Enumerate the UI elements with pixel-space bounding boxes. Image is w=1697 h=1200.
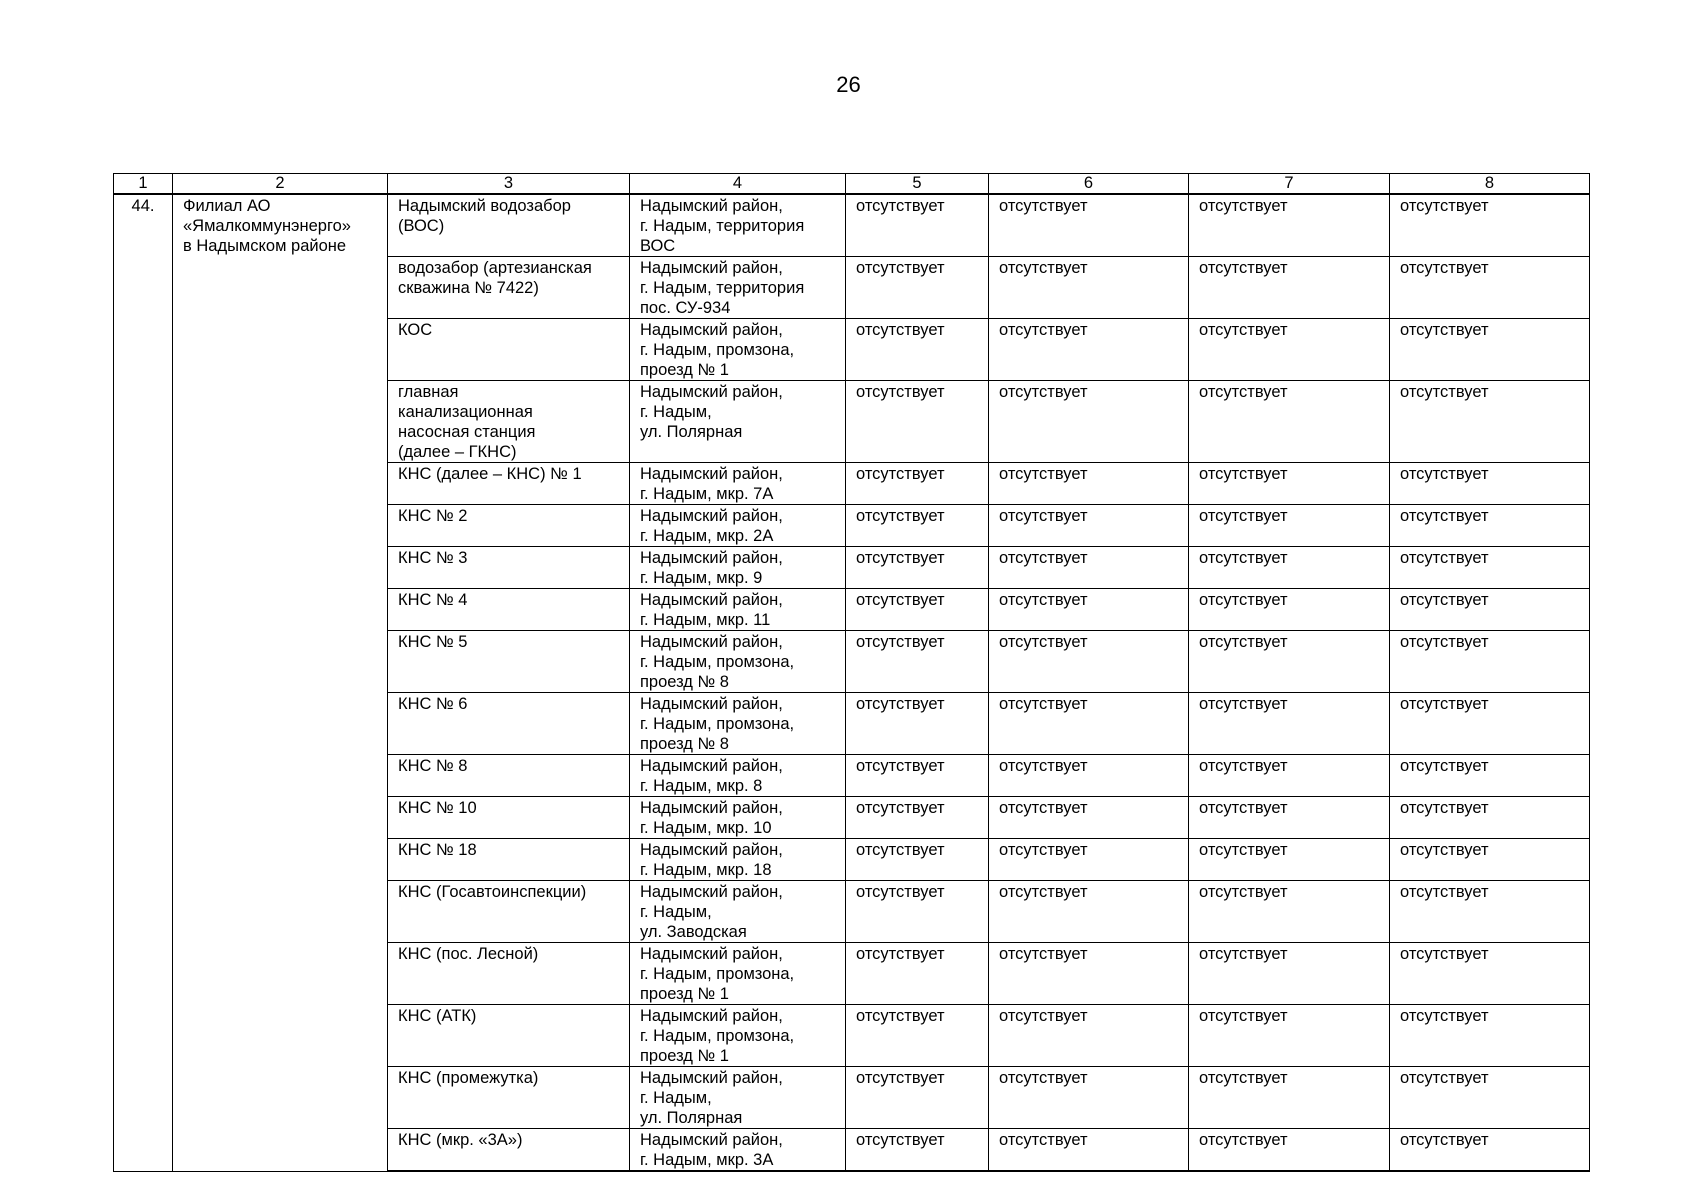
column-5-value: отсутствует — [846, 463, 989, 505]
object-address: Надымский район, г. Надым, мкр. 8 — [630, 755, 846, 797]
object-address: Надымский район, г. Надым, мкр. 11 — [630, 589, 846, 631]
organization-name: Филиал АО «Ямалкоммунэнерго» в Надымском районе — [173, 194, 388, 1171]
column-number: 5 — [846, 174, 989, 195]
column-7-value: отсутствует — [1189, 463, 1390, 505]
object-address: Надымский район, г. Надым, промзона, проезд № 8 — [630, 693, 846, 755]
column-6-value: отсутствует — [989, 589, 1189, 631]
column-5-value: отсутствует — [846, 693, 989, 755]
column-7-value: отсутствует — [1189, 194, 1390, 257]
column-8-value: отсутствует — [1390, 257, 1590, 319]
column-5-value: отсутствует — [846, 194, 989, 257]
object-address: Надымский район, г. Надым, мкр. 2А — [630, 505, 846, 547]
column-6-value: отсутствует — [989, 381, 1189, 463]
object-name: КНС № 2 — [388, 505, 630, 547]
object-address: Надымский район, г. Надым, промзона, проезд № 1 — [630, 943, 846, 1005]
object-name: КНС (далее – КНС) № 1 — [388, 463, 630, 505]
column-8-value: отсутствует — [1390, 631, 1590, 693]
column-7-value: отсутствует — [1189, 755, 1390, 797]
column-8-value: отсутствует — [1390, 463, 1590, 505]
object-address: Надымский район, г. Надым, промзона, проезд № 1 — [630, 1005, 846, 1067]
column-5-value: отсутствует — [846, 797, 989, 839]
object-address: Надымский район, г. Надым, мкр. 7А — [630, 463, 846, 505]
object-address: Надымский район, г. Надым, ул. Полярная — [630, 1067, 846, 1129]
column-8-value: отсутствует — [1390, 797, 1590, 839]
column-8-value: отсутствует — [1390, 1067, 1590, 1129]
column-8-value: отсутствует — [1390, 505, 1590, 547]
column-7-value: отсутствует — [1189, 547, 1390, 589]
column-6-value: отсутствует — [989, 755, 1189, 797]
column-number: 6 — [989, 174, 1189, 195]
column-number: 8 — [1390, 174, 1590, 195]
object-address: Надымский район, г. Надым, ул. Полярная — [630, 381, 846, 463]
column-5-value: отсутствует — [846, 381, 989, 463]
column-number: 4 — [630, 174, 846, 195]
object-address: Надымский район, г. Надым, территория пос. СУ-934 — [630, 257, 846, 319]
column-5-value: отсутствует — [846, 547, 989, 589]
column-5-value: отсутствует — [846, 839, 989, 881]
row-number: 44. — [114, 194, 173, 1171]
column-6-value: отсутствует — [989, 693, 1189, 755]
column-7-value: отсутствует — [1189, 1067, 1390, 1129]
column-number: 2 — [173, 174, 388, 195]
column-5-value: отсутствует — [846, 1067, 989, 1129]
column-7-value: отсутствует — [1189, 1005, 1390, 1067]
column-8-value: отсутствует — [1390, 1005, 1590, 1067]
object-address: Надымский район, г. Надым, территория ВОС — [630, 194, 846, 257]
column-6-value: отсутствует — [989, 463, 1189, 505]
column-7-value: отсутствует — [1189, 631, 1390, 693]
object-name: главная канализационная насосная станция (далее – ГКНС) — [388, 381, 630, 463]
column-5-value: отсутствует — [846, 589, 989, 631]
column-8-value: отсутствует — [1390, 319, 1590, 381]
object-address: Надымский район, г. Надым, промзона, проезд № 8 — [630, 631, 846, 693]
column-8-value: отсутствует — [1390, 693, 1590, 755]
column-8-value: отсутствует — [1390, 839, 1590, 881]
column-7-value: отсутствует — [1189, 505, 1390, 547]
column-6-value: отсутствует — [989, 194, 1189, 257]
object-name: КНС № 10 — [388, 797, 630, 839]
column-7-value: отсутствует — [1189, 319, 1390, 381]
column-8-value: отсутствует — [1390, 943, 1590, 1005]
column-7-value: отсутствует — [1189, 1129, 1390, 1172]
column-6-value: отсутствует — [989, 631, 1189, 693]
column-8-value: отсутствует — [1390, 547, 1590, 589]
object-name: КНС № 3 — [388, 547, 630, 589]
object-name: КНС № 4 — [388, 589, 630, 631]
object-name: Надымский водозабор (ВОС) — [388, 194, 630, 257]
column-6-value: отсутствует — [989, 319, 1189, 381]
column-5-value: отсутствует — [846, 1129, 989, 1172]
table-row — [114, 194, 1590, 257]
column-5-value: отсутствует — [846, 505, 989, 547]
column-6-value: отсутствует — [989, 797, 1189, 839]
column-number: 1 — [114, 174, 173, 195]
column-6-value: отсутствует — [989, 839, 1189, 881]
column-5-value: отсутствует — [846, 881, 989, 943]
object-address: Надымский район, г. Надым, мкр. 9 — [630, 547, 846, 589]
column-7-value: отсутствует — [1189, 693, 1390, 755]
column-8-value: отсутствует — [1390, 881, 1590, 943]
object-name: КНС (АТК) — [388, 1005, 630, 1067]
column-6-value: отсутствует — [989, 881, 1189, 943]
object-name: КНС № 8 — [388, 755, 630, 797]
object-name: КНС № 18 — [388, 839, 630, 881]
column-8-value: отсутствует — [1390, 589, 1590, 631]
object-name: КНС (Госавтоинспекции) — [388, 881, 630, 943]
column-8-value: отсутствует — [1390, 1129, 1590, 1172]
column-6-value: отсутствует — [989, 943, 1189, 1005]
object-name: водозабор (артезианская скважина № 7422) — [388, 257, 630, 319]
object-address: Надымский район, г. Надым, ул. Заводская — [630, 881, 846, 943]
column-number: 3 — [388, 174, 630, 195]
column-7-value: отсутствует — [1189, 257, 1390, 319]
column-number-row — [114, 174, 1590, 195]
column-7-value: отсутствует — [1189, 589, 1390, 631]
page-number: 26 — [836, 72, 861, 97]
object-address: Надымский район, г. Надым, мкр. 3А — [630, 1129, 846, 1172]
column-7-value: отсутствует — [1189, 943, 1390, 1005]
column-8-value: отсутствует — [1390, 755, 1590, 797]
column-7-value: отсутствует — [1189, 797, 1390, 839]
column-number: 7 — [1189, 174, 1390, 195]
object-name: КНС № 6 — [388, 693, 630, 755]
column-6-value: отсутствует — [989, 547, 1189, 589]
table-body — [114, 194, 1590, 1171]
object-name: КНС № 5 — [388, 631, 630, 693]
column-5-value: отсутствует — [846, 257, 989, 319]
column-7-value: отсутствует — [1189, 881, 1390, 943]
column-6-value: отсутствует — [989, 505, 1189, 547]
column-5-value: отсутствует — [846, 319, 989, 381]
object-address: Надымский район, г. Надым, промзона, проезд № 1 — [630, 319, 846, 381]
column-5-value: отсутствует — [846, 755, 989, 797]
object-address: Надымский район, г. Надым, мкр. 18 — [630, 839, 846, 881]
column-6-value: отсутствует — [989, 1129, 1189, 1172]
column-5-value: отсутствует — [846, 943, 989, 1005]
column-7-value: отсутствует — [1189, 381, 1390, 463]
column-6-value: отсутствует — [989, 1067, 1189, 1129]
column-5-value: отсутствует — [846, 1005, 989, 1067]
object-name: КНС (промежутка) — [388, 1067, 630, 1129]
column-7-value: отсутствует — [1189, 839, 1390, 881]
column-5-value: отсутствует — [846, 631, 989, 693]
object-address: Надымский район, г. Надым, мкр. 10 — [630, 797, 846, 839]
object-name: КНС (мкр. «3А») — [388, 1129, 630, 1172]
column-6-value: отсутствует — [989, 1005, 1189, 1067]
object-name: КОС — [388, 319, 630, 381]
column-8-value: отсутствует — [1390, 194, 1590, 257]
column-6-value: отсутствует — [989, 257, 1189, 319]
register-table — [113, 173, 1590, 1172]
column-8-value: отсутствует — [1390, 381, 1590, 463]
object-name: КНС (пос. Лесной) — [388, 943, 630, 1005]
